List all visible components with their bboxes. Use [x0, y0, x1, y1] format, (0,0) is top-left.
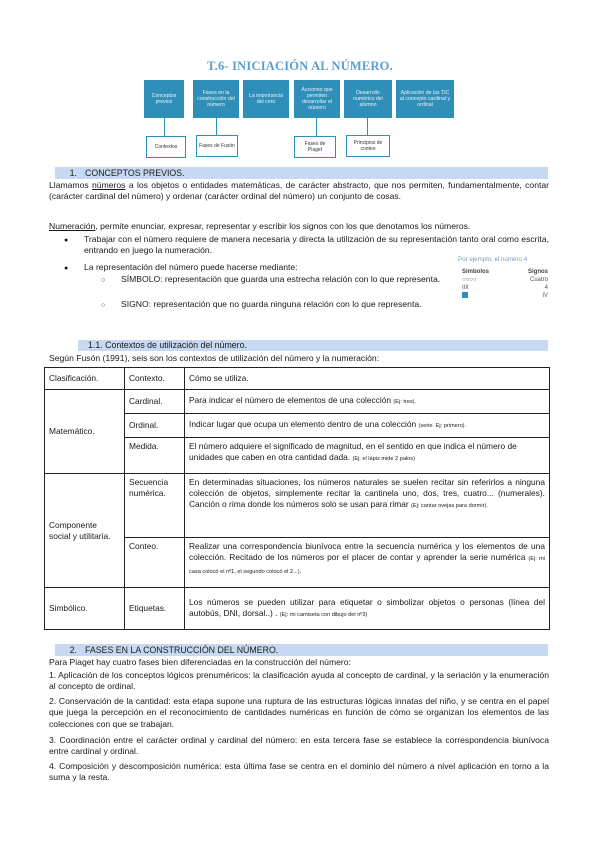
concept-box: La importancia del cero — [243, 80, 289, 118]
page-title: T.6- INICIACIÓN AL NÚMERO. — [207, 59, 393, 73]
section-header: 1. CONCEPTOS PREVIOS. — [55, 167, 548, 179]
table-header: Contexto. — [125, 368, 185, 390]
table-cell: Simbólico. — [45, 588, 125, 630]
table-cell: Realizar una correspondencia biunívoca entre la secuencia numérica y los elementos de una colección. Recitado de los números por el placer de contar y aprender la serie numérica (Ej: mi casa colocó el nº1, el segundo colocó el 2...). — [185, 538, 550, 588]
paragraph: Según Fusón (1991), seis son los contextos de utilización del número y la numeración: — [49, 353, 380, 363]
bullet-text: La representación del número puede hacerse mediante: — [84, 262, 298, 272]
table-header: Cómo se utiliza. — [185, 368, 550, 390]
table-row — [45, 390, 550, 414]
table-cell: Medida. — [125, 438, 185, 474]
table-row — [45, 474, 550, 538]
table-cell: Etiquetas. — [125, 588, 185, 630]
bullet-circle: ○ — [101, 302, 106, 309]
table-cell: Ordinal. — [125, 414, 185, 438]
concept-box: Fases en la construcción del número — [193, 80, 239, 118]
concept-box: Conceptos previos — [144, 80, 184, 118]
concept-sub-box: Fases de Piaget — [294, 136, 336, 158]
concept-box: Desarrollo numérico del alumno — [344, 80, 392, 118]
number-example-figure: Por ejemplo, el número 4 Símbolos Signos ○○○○ Cuatro IIII 4 IV — [458, 256, 554, 300]
table-header-row — [45, 368, 550, 390]
concept-sub-box: Fases de Fusón — [196, 135, 238, 157]
bullet-dot: ● — [64, 237, 69, 244]
square-icon — [462, 292, 468, 298]
sub-bullet-text: SÍMBOLO: representación que guarda una estrecha relación con lo que representa. — [121, 274, 441, 284]
table-cell: En determinadas situaciones, los números naturales se suelen recitar sin referirlos a ninguna colección de objetos, simplemente recitar la cantinela uno, dos, tres, cuatro... (numerales). Canción o rima donde los números solo se usan para rimar (Ej: cantar ovejas para dormir). — [185, 474, 550, 538]
table-cell: Indicar lugar que ocupa un elemento dentro de una colección (serie. Ej: primero). — [185, 414, 550, 438]
example-title: Por ejemplo, el número 4 — [458, 256, 528, 263]
table-cell: Matemático. — [45, 390, 125, 474]
table-cell: Secuencia numérica. — [125, 474, 185, 538]
concept-box: Acciones que permiten desarrollar el número — [294, 80, 340, 118]
sub-bullet-text: SIGNO: representación que no guarda ninguna relación con lo que representa. — [121, 299, 422, 309]
paragraph: Llamamos números a los objetos o entidades matemáticas, de carácter abstracto, que nos permiten, fundamentalmente, contar (carácter cardinal del número) y ordenar (carácter ordinal del número) un conjunto de cosas. — [49, 180, 549, 202]
table-cell: Componente social y utilitaria. — [45, 474, 125, 588]
table-cell: Conteo. — [125, 538, 185, 588]
paragraph: Para Piaget hay cuatro fases bien diferenciadas en la construcción del número: — [49, 657, 351, 667]
contexts-table — [44, 367, 550, 630]
bullet-circle: ○ — [101, 277, 106, 284]
table-row — [45, 588, 550, 630]
phase-item: 2. Conservación de la cantidad: esta etapa supone una ruptura de las estructuras lógicas innatas del niño, y se centra en el papel que juega la percepción en el reconocimiento de cantidades numéricas en función de cómo se organizan los elementos de las colecciones con que se trabajan. — [49, 696, 549, 729]
concept-sub-box: Principios de conteo — [346, 135, 390, 157]
paragraph: Numeración, permite enunciar, expresar, representar y escribir los signos con los que denotamos los números. — [49, 221, 471, 231]
concept-box: Aplicación de las TIC al concepto cardinal y ordinal — [396, 80, 454, 118]
table-cell: Para indicar el número de elementos de una colección (Ej: tres). — [185, 390, 550, 414]
table-cell: El número adquiere el significado de magnitud, en el sentido en que indica el número de unidades que caben en otra cantidad dada. (Ej: el lápiz mide 2 palos) — [185, 438, 550, 474]
phase-item: 3. Coordinación entre el carácter ordinal y cardinal del número: en esta tercera fase se establece la correspondencia biunívoca entre cardinal y ordinal. — [49, 735, 549, 757]
phase-item: 4. Composición y descomposición numérica: esta última fase se centra en el dominio del número a nivel aplicación en torno a la suma y la resta. — [49, 761, 549, 783]
bullet-dot: ● — [64, 265, 69, 272]
table-cell: Cardinal. — [125, 390, 185, 414]
phase-item: 1. Aplicación de los conceptos lógicos prenuméricos: la clasificación ayuda al concepto de cardinal, y la seriación y la enumeración al concepto de ordinal. — [49, 670, 549, 692]
table-header: Clasificación. — [45, 368, 125, 390]
concept-sub-box: Contextos — [146, 136, 186, 158]
bullet-text: Trabajar con el número requiere de manera necesaria y directa la utilización de su representación tanto oral como escrita, entrando en juego la numeración. — [84, 234, 549, 256]
table-cell: Los números se pueden utilizar para etiquetar o simbolizar objetos o personas (línea del autobús, DNI, dorsal..) . (Ej: mi camiseta con dibujo del nº3) — [185, 588, 550, 630]
subsection-header: 1.1. Contextos de utilización del número. — [78, 340, 548, 351]
section-header: 2. FASES EN LA CONSTRUCCIÓN DEL NÚMERO. — [55, 644, 548, 656]
